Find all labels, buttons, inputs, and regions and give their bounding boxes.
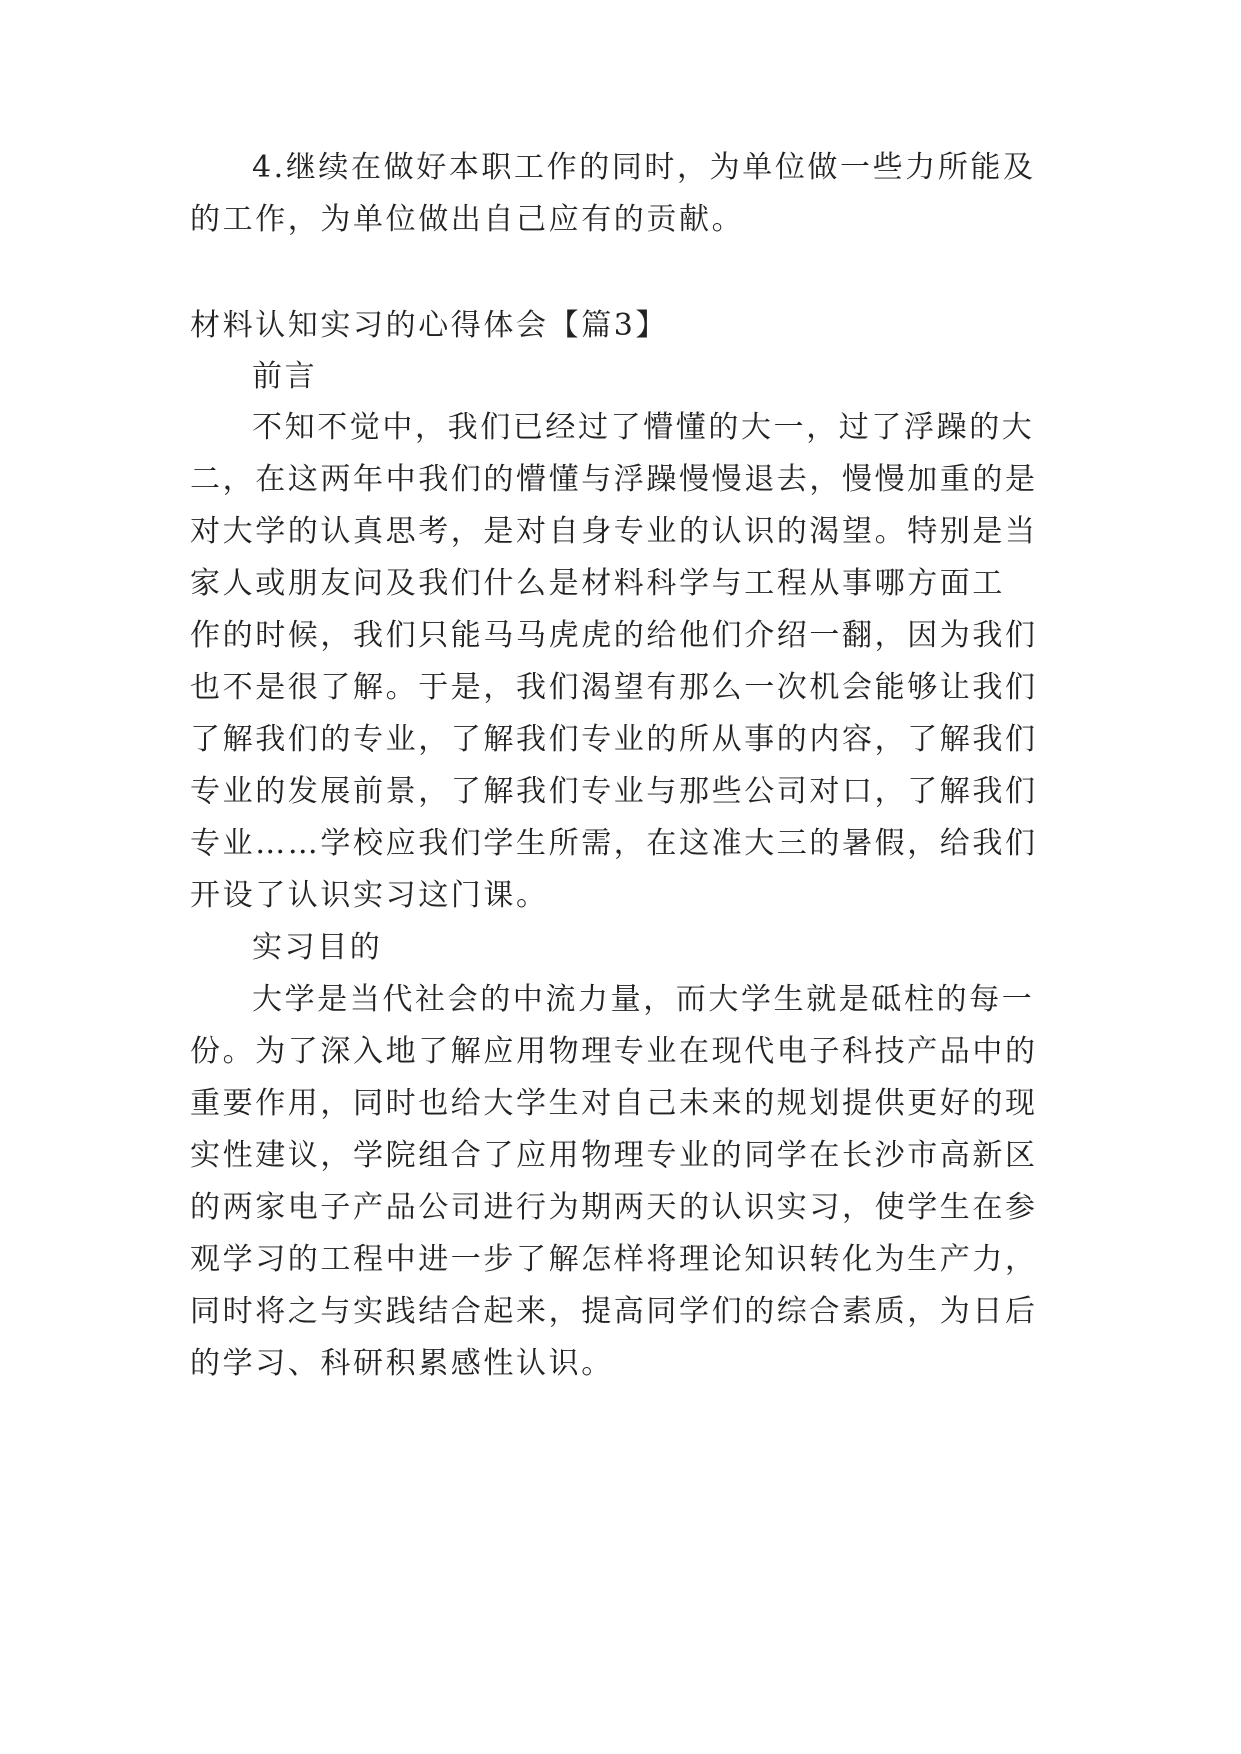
paragraph-line: 大学是当代社会的中流力量，而大学生就是砥柱的每一 — [252, 982, 1035, 1017]
purpose-heading: 实习目的 — [252, 930, 383, 965]
preface-heading: 前言 — [252, 359, 318, 394]
paragraph-line: 也不是很了解。于是，我们渴望有那么一次机会能够让我们 — [190, 670, 1038, 705]
paragraph-line: 不知不觉中，我们已经过了懵懂的大一，过了浮躁的大 — [252, 410, 1035, 445]
paragraph-line: 专业的发展前景，了解我们专业与那些公司对口，了解我们 — [190, 774, 1038, 809]
paragraph-line: 份。为了深入地了解应用物理专业在现代电子科技产品中的 — [190, 1034, 1038, 1069]
paragraph-line: 观学习的工程中进一步了解怎样将理论知识转化为生产力， — [190, 1242, 1038, 1277]
paragraph-line: 的工作，为单位做出自己应有的贡献。 — [190, 202, 745, 237]
paragraph-line: 的学习、科研积累感性认识。 — [190, 1346, 614, 1381]
paragraph-line: 4.继续在做好本职工作的同时，为单位做一些力所能及 — [252, 150, 1036, 185]
paragraph-line: 开设了认识实习这门课。 — [190, 878, 549, 913]
paragraph-line: 对大学的认真思考，是对自身专业的认识的渴望。特别是当 — [190, 514, 1038, 549]
paragraph-line: 专业……学校应我们学生所需，在这准大三的暑假，给我们 — [190, 826, 1038, 861]
paragraph-line: 的两家电子产品公司进行为期两天的认识实习，使学生在参 — [190, 1190, 1038, 1225]
paragraph-line: 同时将之与实践结合起来，提高同学们的综合素质，为日后 — [190, 1294, 1038, 1329]
paragraph-line: 家人或朋友问及我们什么是材料科学与工程从事哪方面工 — [190, 566, 1005, 601]
paragraph-line: 作的时候，我们只能马马虎虎的给他们介绍一翻，因为我们 — [190, 618, 1038, 653]
paragraph-line: 了解我们的专业，了解我们专业的所从事的内容，了解我们 — [190, 722, 1038, 757]
section-title: 材料认知实习的心得体会【篇3】 — [190, 308, 669, 343]
paragraph-line: 二，在这两年中我们的懵懂与浮躁慢慢退去，慢慢加重的是 — [190, 462, 1038, 497]
paragraph-line: 实性建议，学院组合了应用物理专业的同学在长沙市高新区 — [190, 1138, 1038, 1173]
paragraph-line: 重要作用，同时也给大学生对自己未来的规划提供更好的现 — [190, 1086, 1038, 1121]
